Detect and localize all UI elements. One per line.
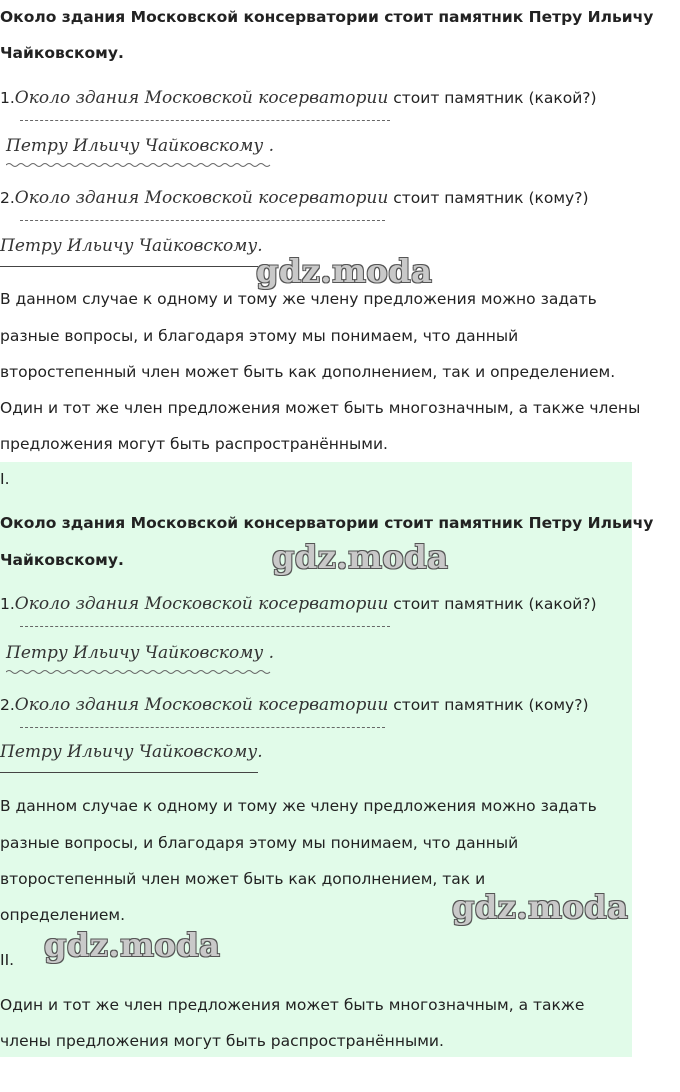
paragraph-line: В данном случае к одному и тому же члену предложения можно задать bbox=[0, 290, 597, 308]
paragraph-line: предложения могут быть распространёнными. bbox=[0, 435, 388, 453]
paragraph-line: второстепенный член может быть как дополнением, так и определением. bbox=[0, 363, 616, 381]
watermark-logo: gdz.moda bbox=[256, 252, 433, 290]
example-number: 1. bbox=[0, 89, 15, 107]
paragraph-line: второстепенный член может быть как дополнением, так и bbox=[0, 870, 486, 888]
example-1 bbox=[0, 88, 597, 108]
wavy-underline bbox=[6, 669, 272, 675]
example-question: стоит памятник (какой?) bbox=[393, 89, 597, 107]
wavy-underline bbox=[6, 162, 272, 168]
paragraph-line: члены предложения могут быть распространёнными. bbox=[0, 1032, 444, 1050]
example-answer: Петру Ильичу Чайковскому . bbox=[6, 643, 275, 663]
example-question: стоит памятник (кому?) bbox=[393, 189, 589, 207]
heading-line-2: Чайковскому. bbox=[0, 551, 124, 569]
heading-line-2: Чайковскому. bbox=[0, 44, 124, 62]
example-1 bbox=[0, 594, 597, 614]
dash-dot-underline bbox=[20, 220, 385, 221]
example-answer: Петру Ильичу Чайковскому . bbox=[6, 136, 275, 156]
example-question: стоит памятник (кому?) bbox=[393, 696, 589, 714]
solid-underline bbox=[0, 266, 258, 267]
paragraph-line: Один и тот же член предложения может быть многозначным, а также члены bbox=[0, 399, 641, 417]
example-2 bbox=[0, 188, 589, 208]
example-answer: Петру Ильичу Чайковскому. bbox=[0, 236, 263, 256]
watermark-logo: gdz.moda bbox=[452, 888, 629, 926]
example-number: 2. bbox=[0, 696, 15, 714]
dash-dot-underline bbox=[20, 727, 385, 728]
watermark-logo: gdz.moda bbox=[44, 926, 221, 964]
watermark-logo: gdz.moda bbox=[272, 538, 449, 576]
paragraph-line: Один и тот же член предложения может быть многозначным, а также bbox=[0, 996, 585, 1014]
example-question: стоит памятник (какой?) bbox=[393, 595, 597, 613]
paragraph-line: разные вопросы, и благодаря этому мы понимаем, что данный bbox=[0, 327, 519, 345]
roman-numeral: II. bbox=[0, 951, 15, 969]
paragraph-line: определением. bbox=[0, 906, 126, 924]
example-number: 2. bbox=[0, 189, 15, 207]
example-phrase: Около здания Московской косерватории bbox=[14, 188, 389, 208]
example-phrase: Около здания Московской косерватории bbox=[14, 594, 389, 614]
dash-dot-underline bbox=[20, 626, 390, 627]
solid-underline bbox=[0, 772, 258, 773]
example-phrase: Около здания Московской косерватории bbox=[14, 88, 389, 108]
heading-line-1: Около здания Московской консерватории стоит памятник Петру Ильичу bbox=[0, 8, 654, 26]
example-number: 1. bbox=[0, 595, 15, 613]
paragraph-line: В данном случае к одному и тому же члену предложения можно задать bbox=[0, 797, 597, 815]
dash-dot-underline bbox=[20, 120, 390, 121]
example-phrase: Около здания Московской косерватории bbox=[14, 695, 389, 715]
paragraph-line: разные вопросы, и благодаря этому мы понимаем, что данный bbox=[0, 834, 519, 852]
heading-line-1: Около здания Московской консерватории стоит памятник Петру Ильичу bbox=[0, 514, 654, 532]
example-answer: Петру Ильичу Чайковскому. bbox=[0, 742, 263, 762]
roman-numeral: I. bbox=[0, 470, 10, 488]
example-2 bbox=[0, 695, 589, 715]
